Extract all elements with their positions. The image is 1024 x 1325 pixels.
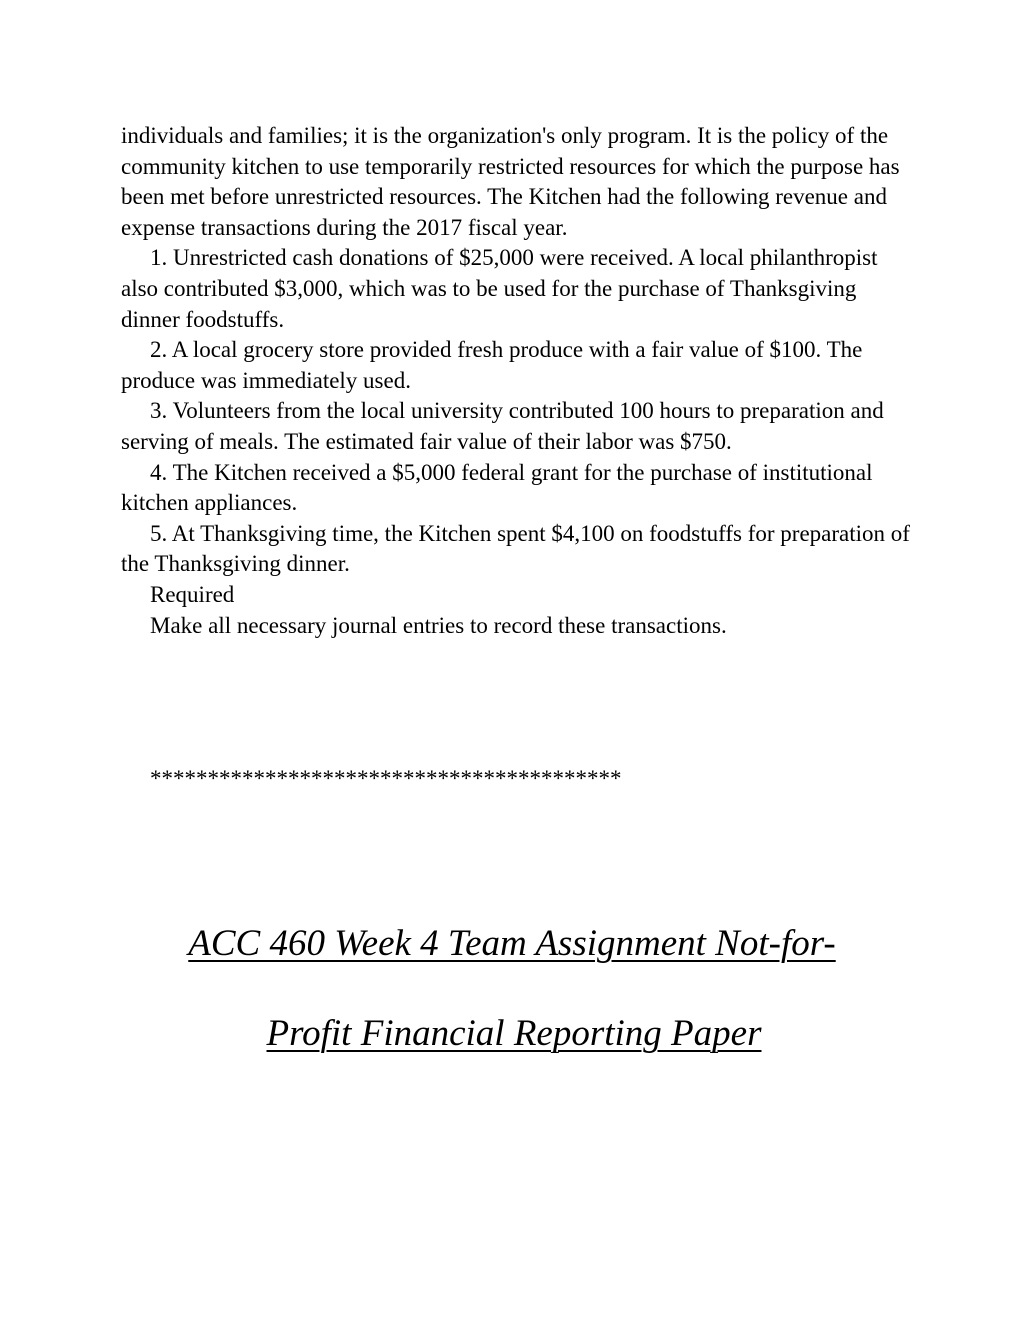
transaction-item-3: 3. Volunteers from the local university contributed 100 hours to preparation and serving of meals. The estimated fair value of their labor was $750. bbox=[121, 398, 884, 454]
transaction-item-5: 5. At Thanksgiving time, the Kitchen spent $4,100 on foodstuffs for preparation of the Thanksgiving dinner. bbox=[121, 520, 910, 577]
transaction-item-4: 4. The Kitchen received a $5,000 federal grant for the purchase of institutional kitchen appliances. bbox=[121, 459, 873, 516]
transaction-item-2: 2. A local grocery store provided fresh produce with a fair value of $100. The produce was immediately used. bbox=[121, 337, 863, 393]
title-line-1[interactable]: ACC 460 Week 4 Team Assignment Not-for- bbox=[188, 923, 836, 964]
separator-stars: ***************************************** bbox=[150, 766, 622, 791]
title-line-2[interactable]: Profit Financial Reporting Paper bbox=[266, 1013, 762, 1054]
instruction-text: Make all necessary journal entries to record these transactions. bbox=[150, 612, 727, 638]
intro-paragraph: individuals and families; it is the organization's only program. It is the policy of the community kitchen to use temporarily restricted resources for which the purpose has been met before unrestricted resources. The Kitchen had the following revenue and expense transactions during the 2017 fiscal year. bbox=[121, 123, 900, 240]
problem-text bbox=[121, 121, 911, 641]
required-label: Required bbox=[150, 581, 235, 607]
transaction-item-1: 1. Unrestricted cash donations of $25,000 were received. A local philanthropist also contributed $3,000, which was to be used for the purchase of Thanksgiving dinner foodstuffs. bbox=[121, 245, 878, 332]
